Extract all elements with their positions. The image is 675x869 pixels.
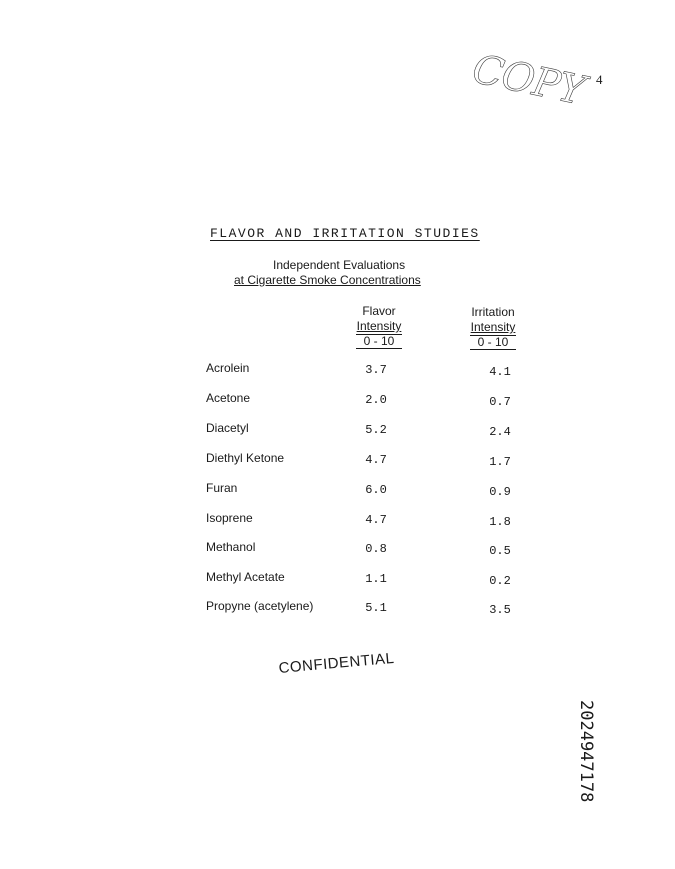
compound-name: Methanol (206, 540, 256, 554)
flavor-value: 2.0 (365, 393, 387, 407)
subtitle-line-1: Independent Evaluations (273, 258, 406, 272)
compound-name: Acetone (206, 391, 251, 405)
flavor-value: 0.8 (365, 542, 387, 556)
compound-name: Methyl Acetate (206, 570, 285, 584)
irritation-value: 3.5 (489, 603, 511, 617)
irritation-value: 1.7 (489, 455, 511, 469)
compound-name: Isoprene (206, 511, 253, 525)
irritation-header-range: 0 - 10 (470, 335, 517, 350)
irritation-header-line1: Irritation (471, 305, 515, 319)
irritation-header-line2: Intensity (470, 320, 516, 334)
flavor-header-range: 0 - 10 (356, 334, 403, 349)
flavor-value: 3.7 (365, 363, 387, 377)
irritation-value: 1.8 (489, 515, 511, 529)
page-number: 4 (596, 72, 603, 87)
compound-name: Furan (206, 481, 238, 495)
document-id-number: 2024947178 (576, 700, 596, 803)
flavor-header-line2: Intensity (356, 319, 402, 333)
flavor-value: 1.1 (365, 572, 387, 586)
flavor-value: 5.1 (365, 601, 387, 615)
irritation-value: 0.5 (489, 544, 511, 558)
compound-name: Propyne (acetylene) (206, 599, 314, 613)
irritation-column-header (458, 305, 528, 350)
confidential-stamp: CONFIDENTIAL (278, 649, 396, 677)
flavor-value: 5.2 (365, 423, 387, 437)
flavor-value: 6.0 (365, 483, 387, 497)
copy-stamp: COPY (468, 46, 589, 115)
irritation-value: 2.4 (489, 425, 511, 439)
flavor-column-header (346, 304, 412, 349)
flavor-value: 4.7 (365, 513, 387, 527)
irritation-value: 0.7 (489, 395, 511, 409)
flavor-header-line1: Flavor (362, 304, 396, 318)
irritation-value: 0.2 (489, 574, 511, 588)
irritation-value: 0.9 (489, 485, 511, 499)
subtitle-line-2: at Cigarette Smoke Concentrations (234, 273, 421, 287)
compound-name: Acrolein (206, 361, 250, 375)
irritation-value: 4.1 (489, 365, 511, 379)
compound-name: Diacetyl (206, 421, 249, 435)
compound-name: Diethyl Ketone (206, 451, 285, 465)
document-title: FLAVOR AND IRRITATION STUDIES (210, 226, 480, 241)
flavor-value: 4.7 (365, 453, 387, 467)
